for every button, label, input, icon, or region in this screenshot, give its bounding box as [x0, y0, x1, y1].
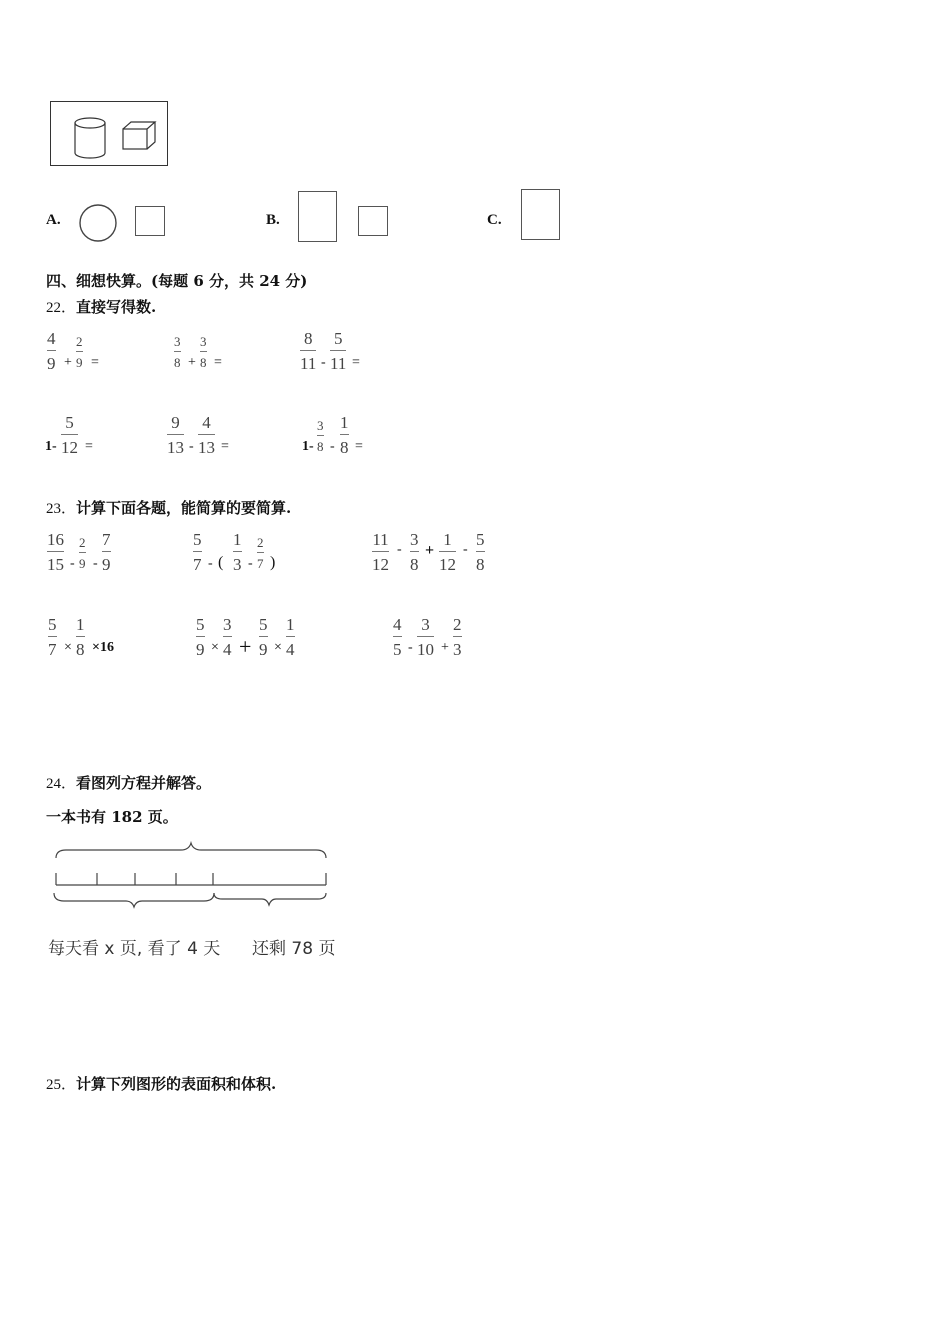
- fraction: 5 9: [196, 615, 205, 659]
- fraction: 3 8: [410, 530, 419, 574]
- operator: -: [463, 542, 468, 557]
- question-22-title: 22．直接写得数.: [46, 298, 157, 316]
- fraction: 1 8: [340, 413, 349, 457]
- fraction: 8 11: [300, 329, 317, 373]
- equals-sign: =: [221, 439, 229, 454]
- fraction: 4 9: [47, 329, 56, 373]
- operator: -: [70, 556, 75, 571]
- option-c-label[interactable]: C.: [487, 212, 502, 228]
- fraction: 3 8: [317, 418, 324, 454]
- equals-sign: =: [91, 355, 99, 370]
- fraction: 5 8: [476, 530, 485, 574]
- tall-rectangle-shape: [298, 191, 337, 242]
- operator: +: [441, 640, 449, 655]
- fraction: 3 8: [174, 334, 181, 370]
- operator: -: [330, 439, 335, 454]
- fraction: 5 11: [330, 329, 347, 373]
- fraction: 3 4: [223, 615, 232, 659]
- fraction: 5 12: [61, 413, 78, 457]
- fraction: 4 5: [393, 615, 402, 659]
- square-shape: [135, 206, 165, 236]
- equals-sign: =: [355, 439, 363, 454]
- operator: 1-: [302, 439, 314, 454]
- operator: +: [64, 355, 72, 370]
- fraction: 2 7: [257, 535, 264, 571]
- operator: -: [397, 542, 402, 557]
- operator: ×: [211, 640, 219, 655]
- operator: 1-: [45, 439, 57, 454]
- solid-figures-box: [50, 101, 168, 166]
- operator: +: [188, 355, 196, 370]
- diagram-caption-left: 每天看 x 页, 看了 4 天: [48, 939, 221, 959]
- question-23-title: 23．计算下面各题，能简算的要简算.: [46, 499, 292, 517]
- problem-statement: 一本书有 182 页。: [46, 808, 178, 826]
- cylinder-cube-figure: [51, 102, 169, 167]
- operator: -: [408, 640, 413, 655]
- line-segment-diagram: [46, 840, 336, 915]
- fraction: 1 4: [286, 615, 295, 659]
- operator: ×: [64, 640, 72, 655]
- fraction: 3 10: [417, 615, 434, 659]
- operator: -: [208, 556, 213, 571]
- fraction: 3 8: [200, 334, 207, 370]
- operator: +: [425, 542, 435, 559]
- operator: -: [189, 439, 194, 454]
- square-shape: [358, 206, 388, 236]
- fraction: 16 15: [47, 530, 64, 574]
- operator: +: [239, 634, 252, 659]
- diagram-caption-right: 还剩 78 页: [252, 939, 336, 959]
- fraction: 2 9: [76, 334, 83, 370]
- fraction: 11 12: [372, 530, 389, 574]
- section-title: 四、细想快算。(每题 6 分，共 24 分): [46, 272, 308, 290]
- fraction: 5 7: [193, 530, 202, 574]
- fraction: 5 9: [259, 615, 268, 659]
- parenthesis: ): [270, 554, 276, 571]
- equals-sign: =: [352, 355, 360, 370]
- option-b-label[interactable]: B.: [266, 212, 280, 228]
- fraction: 2 9: [79, 535, 86, 571]
- fraction: 2 3: [453, 615, 462, 659]
- tall-rectangle-shape: [521, 189, 560, 240]
- operator: -: [93, 556, 98, 571]
- operator: ×: [274, 640, 282, 655]
- parenthesis: (: [218, 554, 224, 571]
- fraction: 1 12: [439, 530, 456, 574]
- fraction: 1 3: [233, 530, 242, 574]
- question-25-title: 25．计算下列图形的表面积和体积.: [46, 1075, 277, 1093]
- fraction: 4 13: [198, 413, 215, 457]
- fraction: 9 13: [167, 413, 184, 457]
- operator: ×16: [92, 640, 114, 655]
- equals-sign: =: [214, 355, 222, 370]
- fraction: 1 8: [76, 615, 85, 659]
- option-a-label[interactable]: A.: [46, 212, 61, 228]
- fraction: 7 9: [102, 530, 111, 574]
- question-24-title: 24．看图列方程并解答。: [46, 774, 212, 792]
- circle-shape: [78, 203, 120, 243]
- operator: -: [248, 556, 253, 571]
- fraction: 5 7: [48, 615, 57, 659]
- operator: -: [321, 355, 326, 370]
- equals-sign: =: [85, 439, 93, 454]
